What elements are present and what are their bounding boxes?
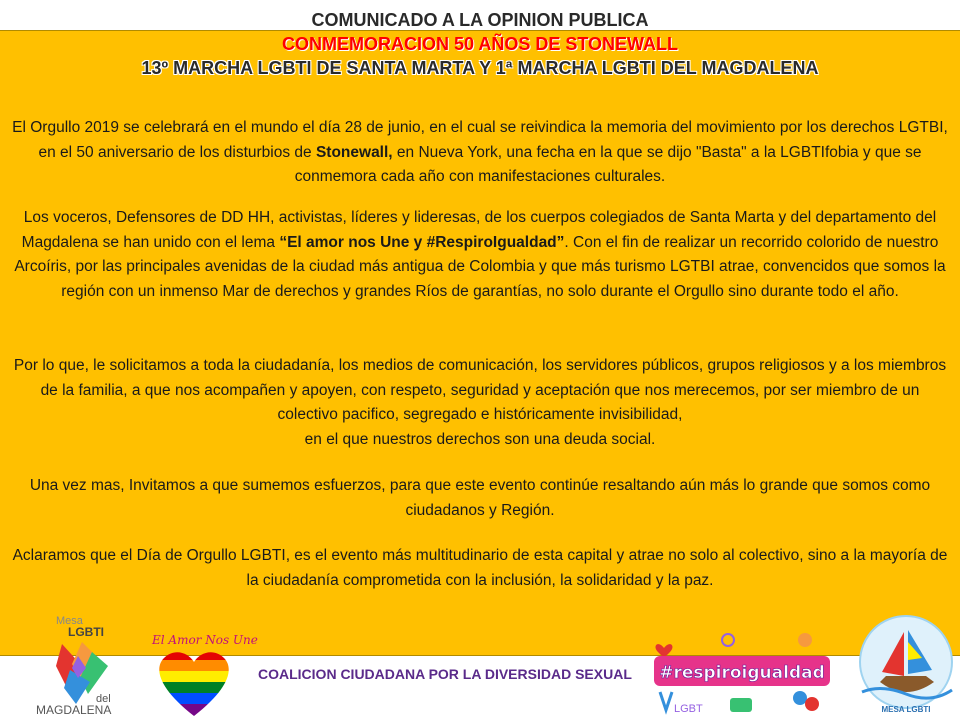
hashtag-text: #respiroigualdad bbox=[659, 663, 825, 683]
title-stonewall: CONMEMORACION 50 AÑOS DE STONEWALL bbox=[281, 34, 679, 54]
paragraph-solicitud bbox=[10, 354, 950, 452]
pride-flag-icon bbox=[730, 698, 752, 712]
paragraph-orgullo bbox=[10, 116, 950, 190]
logo-mesa-text: Mesa bbox=[56, 615, 83, 627]
lema-emphasis: “El amor nos Une y #RespiroIgualdad” bbox=[279, 233, 565, 251]
balloon-icon bbox=[793, 691, 807, 705]
balloon-icon bbox=[805, 697, 819, 711]
heart-icon bbox=[148, 648, 240, 718]
paragraph-aclaracion: Aclaramos que el Día de Orgullo LGBTI, es el evento más multitudinario de esta capital y atrae no solo al colectivo, sino a la mayoría de la ciudadanía comprometida con la inclusión, la solidaridad y la paz. bbox=[12, 547, 948, 589]
title-marcha: 13º MARCHA LGBTI DE SANTA MARTA Y 1ª MARCHA LGBTI DEL MAGDALENA bbox=[141, 58, 819, 78]
stonewall-emphasis: Stonewall, bbox=[315, 143, 393, 161]
mesa-lgbti-boat-logo bbox=[856, 612, 956, 718]
logo-magdalena-text: MAGDALENA bbox=[36, 703, 112, 717]
paragraph-solicitud-text-end: en el que nuestros derechos son una deuda social. bbox=[304, 430, 656, 448]
paragraph-invitacion: Una vez mas, Invitamos a que sumemos esfuerzos, para que este evento continúe resaltando aún más lo grande que somos como ciudadanos y Región. bbox=[29, 477, 931, 519]
heart-small-icon bbox=[656, 644, 673, 658]
ribbon-icon bbox=[660, 692, 672, 710]
logo-del-text: del bbox=[96, 693, 111, 705]
respiro-igualdad-logo bbox=[650, 628, 840, 718]
paragraph-voceros-text-end: . Con el fin de realizar un recorrido colorido de nuestro Arcoíris, por las principales avenidas de la ciudad más antigua de Colombia y que más turismo LGTBI atrae, convencidos que somos la región con un inmenso Mar de derechos y grandes Ríos de garantías, no solo durante el Orgullo sino durante todo el año. bbox=[14, 233, 946, 300]
gender-symbol-icon bbox=[722, 634, 734, 646]
logo-lgbti-text: LGBTI bbox=[68, 625, 104, 639]
paragraph-voceros-text: Los voceros, Defensores de DD HH, activistas, líderes y lideresas, de los cuerpos colegiados de Santa Marta y del departamento del Magdalena se han unido con el lema bbox=[21, 209, 937, 251]
paragraph-orgullo-text-end: en Nueva York, una fecha en la que se dijo "Basta" a la LGBTIfobia y que se conmemora cada año con manifestaciones culturales. bbox=[294, 143, 922, 185]
boat-logo-text: MESA LGBTI bbox=[881, 705, 931, 714]
heart-script-text: El Amor Nos Une bbox=[152, 633, 258, 647]
paragraph-solicitud-text: Por lo que, le solicitamos a toda la ciudadanía, los medios de comunicación, los servidores públicos, grupos religiosos y a los miembros de la familia, a que nos acompañen y apoyen, con respeto, seguridad y aceptación que nos merecemos, por ser miembro de un colectivo pacifico, segregado e históricamente invisibilidad, bbox=[13, 357, 947, 423]
mesa-lgbti-magdalena-logo bbox=[34, 612, 130, 718]
rings-icon bbox=[798, 633, 812, 647]
coalition-label: COALICION CIUDADANA POR LA DIVERSIDAD SEXUAL bbox=[258, 666, 632, 682]
paragraph-orgullo-text: El Orgullo 2019 se celebrará en el mundo el día 28 de junio, en el cual se reivindica la memoria del movimiento por los derechos LGTBI, en el 50 aniversario de los disturbios de bbox=[12, 119, 948, 161]
paragraph-voceros bbox=[10, 206, 950, 304]
lgbt-small-text: LGBT bbox=[674, 703, 703, 715]
title-comunicado: COMUNICADO A LA OPINION PUBLICA bbox=[311, 10, 649, 30]
rainbow-heart-logo bbox=[148, 628, 258, 718]
